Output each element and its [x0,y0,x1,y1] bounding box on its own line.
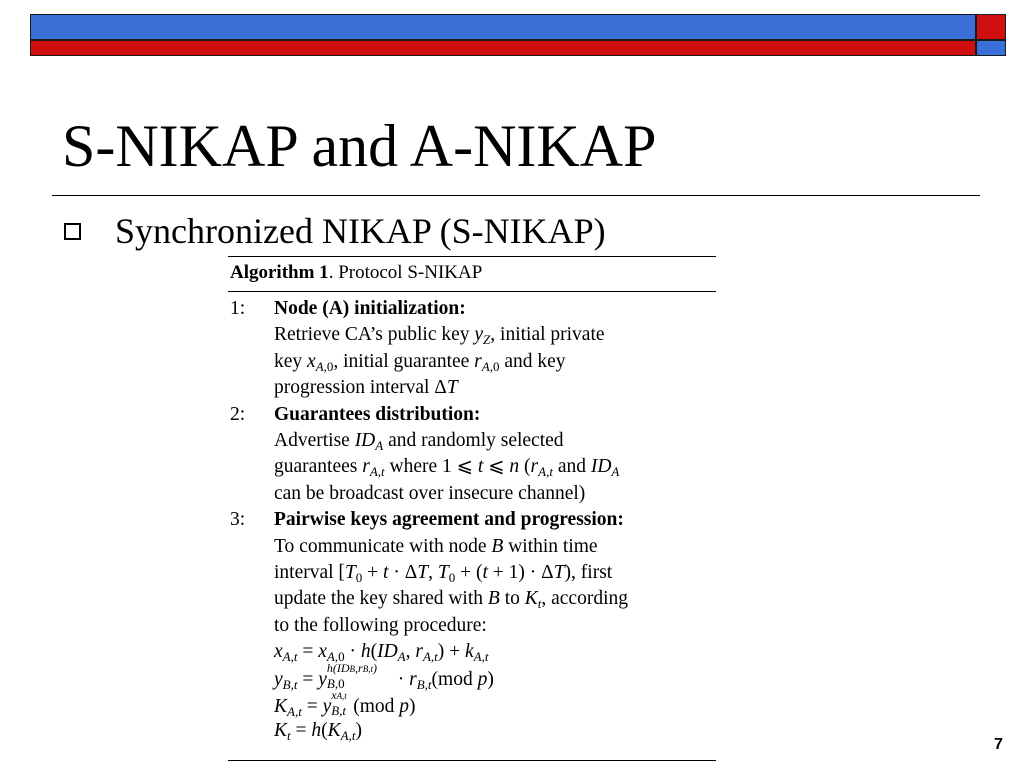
header-blue-stripe [30,14,976,40]
header-blue-square [976,40,1006,56]
algorithm-box [228,256,716,762]
equation-4: $K_t = h(K_{A,t})$ [274,720,362,744]
bullet-text: Synchronized NIKAP (S-NIKAP) [115,211,606,251]
step-2-heading [228,402,716,428]
step-heading: Guarantees distribution: [274,403,481,425]
algorithm-top-rule [228,256,716,257]
header-bar [30,14,1006,58]
title-divider [52,195,980,196]
step-3-heading [228,507,716,533]
algorithm-caption-rule [228,291,716,292]
step-3-line-3: update the key shared with B to $K_t$, according [274,588,629,612]
algorithm-body [228,296,716,745]
step-2-line-3: can be broadcast over insecure channel) [274,482,586,504]
page-number: 7 [994,736,1003,753]
step-1-line-2: key $x_{A,0}$, initial guarantee $r_{A,0}$ and key [274,350,566,374]
header-red-stripe [30,40,976,56]
step-heading: Node (A) initialization: [274,298,466,319]
step-1-line-3: progression interval ΔT [274,377,458,399]
square-bullet-icon [64,223,81,240]
step-3-line-1: To communicate with node B within time [274,535,598,557]
slide-title: S-NIKAP and A-NIKAP [62,113,657,179]
algorithm-caption-label: Algorithm 1 [230,262,329,283]
header-red-square [976,14,1006,40]
bullet-item [62,208,606,254]
step-1-heading [228,296,716,322]
step-3-line-4: to the following procedure: [274,614,487,636]
algorithm-caption [230,262,482,284]
equation-2: $y_{B,t} = y$ h(IDB,rB,t) B,0 · $r_{B,t}(mod$ p) [274,661,494,693]
algorithm-caption-text: . Protocol S-NIKAP [328,262,483,283]
step-number: 2: [230,403,246,425]
equation-3: $K_{A,t} = y$ xA,t B,t (mod p) [274,687,416,719]
algorithm-bottom-rule [228,760,716,761]
step-1-line-1: Retrieve CA’s public key $y_Z$, initial private [274,324,605,348]
step-number: 1: [230,298,246,319]
step-heading: Pairwise keys agreement and progression: [274,509,624,531]
step-3-line-2: interval [$T_0 + t \cdot \Delta T$, $T_0 + (t + 1) \cdot \Delta T$), first [274,561,613,585]
step-2-line-2: guarantees $r_{A,t}$ where 1 ⩽ t ⩽ n ($r_{A,t}$ and $ID_A$ [274,456,620,480]
equation-1: $x_{A,t} = x_{A,0} \cdot h(ID_A$, $r_{A,t}) + k_{A,t}$ [274,641,489,665]
step-2-line-1: Advertise $ID_A$ and randomly selected [274,429,564,453]
step-number: 3: [230,509,246,531]
